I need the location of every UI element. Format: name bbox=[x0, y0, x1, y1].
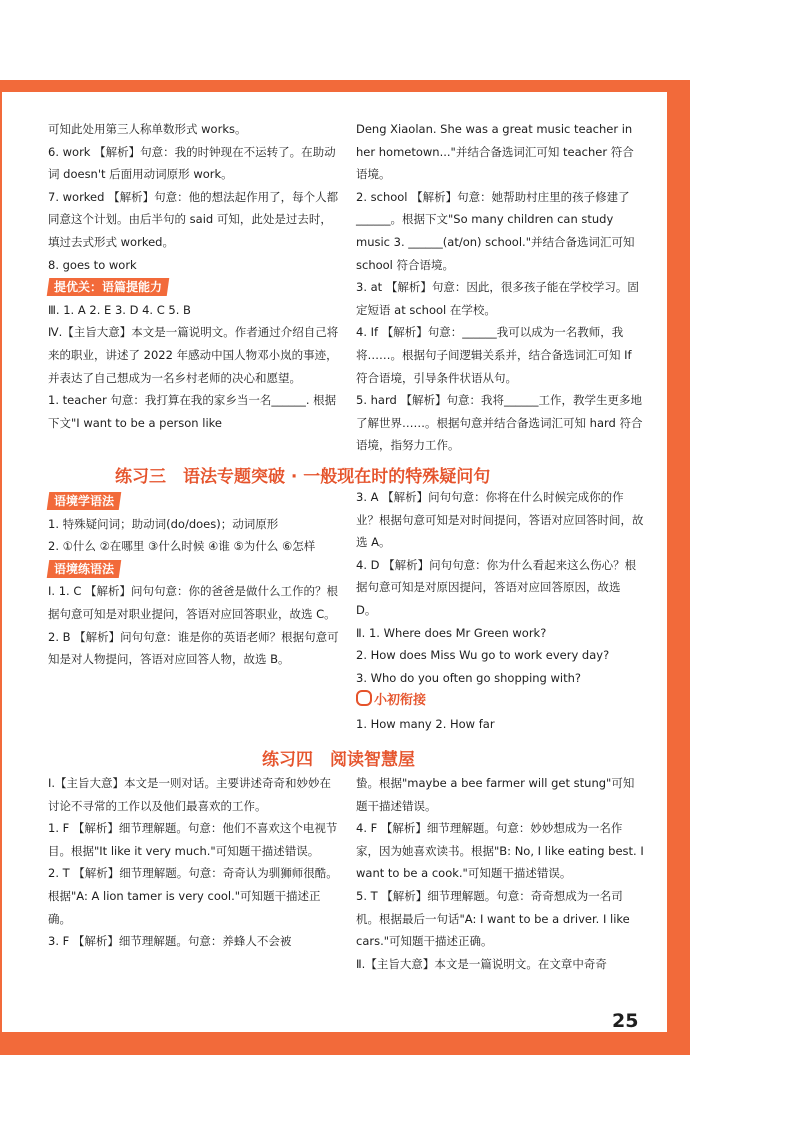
link-icon bbox=[356, 690, 372, 706]
left-top-column bbox=[48, 118, 340, 434]
reading-II-main: Ⅱ.【主旨大意】本文是一篇说明文。在文章中奇奇 bbox=[356, 956, 607, 971]
page-number: 25 bbox=[612, 1010, 639, 1032]
practice-I-1: Ⅰ. 1. C 【解析】问句句意：你的爸爸是做什么工作的？根据句意可知是对职业提问，答语对应回答职业，故选 C。 bbox=[48, 584, 339, 621]
section-heading-learn-grammar: 语境学语法 bbox=[47, 492, 122, 510]
answer-8: 8. goes to work bbox=[48, 257, 137, 272]
answer-2: 2. school 【解析】句意：她帮助村庄里的孩子修建了______。根据下文"So many children can study music 3. ______(at/on) school."并结合备选词汇可知 school 符合语境。 bbox=[356, 189, 635, 272]
answer-4: 4. If 【解析】句意：______我可以成为一名教师，我将……。根据句子间逻辑关系并，结合备选词汇可知 If 符合语境，引导条件状语从句。 bbox=[356, 325, 632, 385]
grammar-left-column bbox=[48, 490, 340, 671]
reading-right-column bbox=[356, 772, 644, 975]
answer-III: Ⅲ. 1. A 2. E 3. D 4. C 5. B bbox=[48, 302, 191, 317]
reading-left-column bbox=[48, 772, 340, 953]
practice-II-3: 3. Who do you often go shopping with? bbox=[356, 670, 582, 685]
grammar-1: 1. 特殊疑问词；助动词(do/does)；动词原形 bbox=[48, 516, 279, 531]
reading-1: 1. F 【解析】细节理解题。句意：他们不喜欢这个电视节目。根据"It like it very much."可知题干描述错误。 bbox=[48, 821, 338, 858]
practice-II-2: 2. How does Miss Wu go to work every day? bbox=[356, 648, 610, 663]
exercise-4-title: 练习四 阅读智慧屋 bbox=[262, 750, 415, 770]
reading-2: 2. T 【解析】细节理解题。句意：奇奇认为驯狮师很酷。根据"A: A lion tamer is very cool."可知题干描述正确。 bbox=[48, 866, 338, 926]
answer-IV-1: 1. teacher 句意：我打算在我的家乡当一名______. 根据下文"I want to be a person like bbox=[48, 393, 337, 430]
answer-6: 6. work 【解析】句意：我的时钟现在不运转了。在助动词 doesn't 后面用动词原形 work。 bbox=[48, 144, 336, 182]
answer-3: 3. at 【解析】句意：因此，很多孩子能在学校学习。固定短语 at school 在学校。 bbox=[356, 280, 639, 317]
reading-5: 5. T 【解析】细节理解题。句意：奇奇想成为一名司机。根据最后一句话"A: I want to be a driver. I like cars."可知题干描述正确。 bbox=[356, 888, 630, 949]
reading-cont: 蛰。根据"maybe a bee farmer will get stung"可知题干描述错误。 bbox=[356, 776, 635, 813]
answer-7: 7. worked 【解析】句意：他的想法起作用了，每个人都同意这个计划。由后半句的 said 可知，此处是过去时，填过去式形式 worked。 bbox=[48, 189, 339, 249]
right-top-column bbox=[356, 118, 644, 457]
practice-2: 2. B 【解析】问句句意：谁是你的英语老师？根据句意可知是对人物提问，答语对应回答人物，故选 B。 bbox=[48, 629, 339, 667]
answer-5: 5. hard 【解析】句意：我将______工作，教学生更多地了解世界……。根据句意并结合备选词汇可知 hard 符合语境，指努力工作。 bbox=[356, 393, 643, 453]
practice-3: 3. A 【解析】问句句意：你将在什么时候完成你的作业？根据句意可知是对时间提问，答语对应回答时间，故选 A。 bbox=[356, 490, 644, 550]
practice-II-1: Ⅱ. 1. Where does Mr Green work? bbox=[356, 625, 547, 640]
practice-4: 4. D 【解析】问句句意：你为什么看起来这么伤心？根据句意可知是对原因提问，答语对应回答原因，故选 D。 bbox=[356, 557, 637, 617]
reading-3: 3. F 【解析】细节理解题。句意：养蜂人不会被 bbox=[48, 934, 292, 949]
link-answers: 1. How many 2. How far bbox=[356, 716, 495, 731]
link-label: 小初衔接 bbox=[356, 690, 426, 713]
answer-line: 可知此处用第三人称单数形式 works。 bbox=[48, 122, 247, 136]
reading-I-main: Ⅰ.【主旨大意】本文是一则对话。主要讲述奇奇和妙妙在讨论不寻常的工作以及他们最喜欢的工作。 bbox=[48, 776, 332, 813]
exercise-3-title: 练习三 语法专题突破 · 一般现在时的特殊疑问句 bbox=[115, 467, 491, 487]
section-heading-tiyou: 提优关：语篇提能力 bbox=[47, 278, 170, 296]
reading-4: 4. F 【解析】细节理解题。句意：妙妙想成为一名作家，因为她喜欢读书。根据"B: No, I like eating best. I want to be a cook."可知题干描述错误。 bbox=[356, 821, 644, 881]
section-heading-practice-grammar: 语境练语法 bbox=[47, 560, 122, 578]
grammar-2: 2. ①什么 ②在哪里 ③什么时候 ④谁 ⑤为什么 ⑥怎样 bbox=[48, 539, 316, 554]
grammar-right-column bbox=[356, 486, 644, 736]
answer-cont: Deng Xiaolan. She was a great music teacher in her hometown..."并结合备选词汇可知 teacher 符合语境。 bbox=[356, 122, 634, 182]
answer-IV-main: Ⅳ.【主旨大意】本文是一篇说明文。作者通过介绍自己将来的职业，讲述了 2022 年感动中国人物邓小岚的事迹，并表达了自己想成为一名乡村老师的决心和愿望。 bbox=[48, 325, 339, 385]
